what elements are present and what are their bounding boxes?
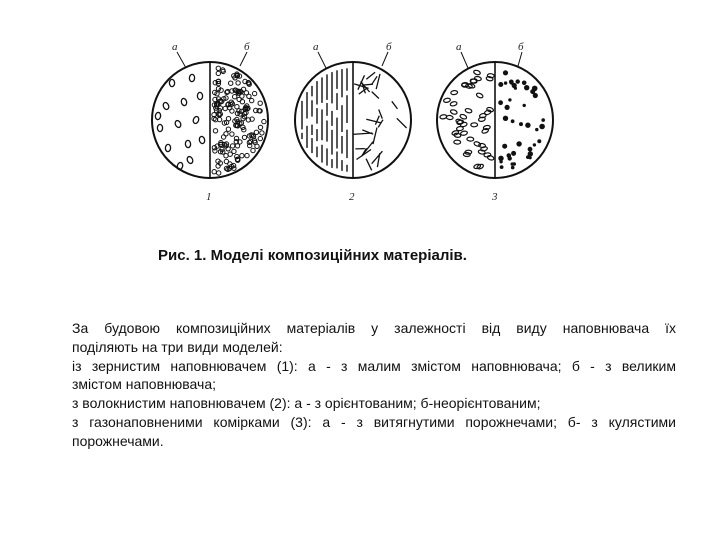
model-3-label-a: a	[456, 41, 462, 53]
model-1-sparse-grains	[155, 74, 205, 170]
model-2-label-a: a	[313, 41, 319, 53]
body-line: За будовою композиційних матеріалів у залежності від виду наповнювача їх	[72, 320, 676, 336]
model-3-spherical-pores	[498, 70, 545, 169]
model-3-label-b: б	[518, 41, 524, 53]
model-1-label-b: б	[244, 41, 250, 53]
body-paragraph	[72, 319, 676, 451]
model-1-number: 1	[206, 191, 212, 203]
body-line: з газонаповненими комірками (3): а - з витягнутими порожнечами; б- з кулястими	[72, 413, 676, 430]
model-1-label-a: a	[172, 41, 178, 53]
body-line: поділяють на три види моделей:	[72, 338, 283, 355]
model-1-dense-grains	[212, 66, 266, 175]
model-circle-1	[152, 41, 268, 203]
composite-models-figure	[130, 28, 570, 220]
model-2-number: 2	[349, 191, 355, 203]
model-circle-3	[437, 41, 553, 203]
model-3-number: 3	[492, 191, 498, 203]
body-line: порожнечами.	[72, 432, 164, 449]
body-line: змістом наповнювача;	[72, 376, 216, 393]
body-line: з волокнистим наповнювачем (2): а - з орієнтованим; б-неорієнтованим;	[72, 395, 541, 412]
model-2-label-b: б	[386, 41, 392, 53]
body-line: із зернистим наповнювачем (1): а - з малим змістом наповнювача; б - з великим	[72, 357, 676, 374]
figure-caption: Рис. 1. Моделі композиційних матеріалів.	[158, 247, 467, 264]
model-circle-2	[295, 41, 411, 203]
